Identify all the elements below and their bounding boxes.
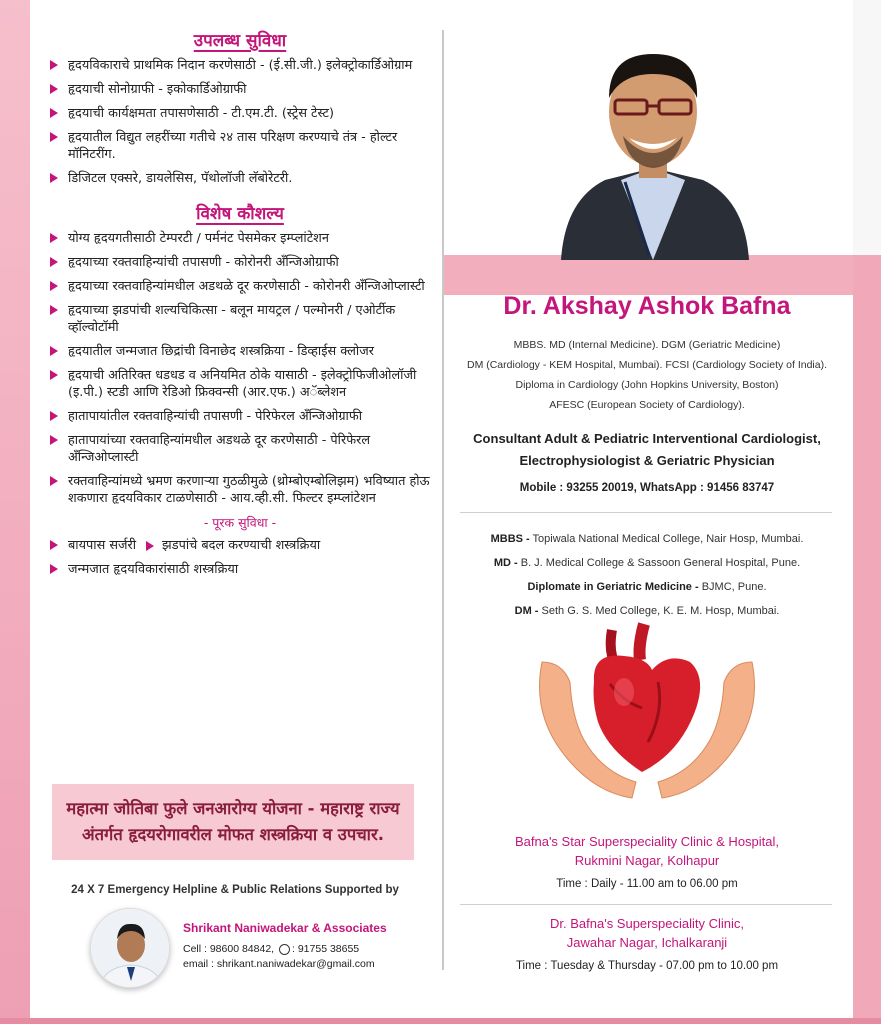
separator-line (460, 512, 832, 513)
education-list (452, 527, 842, 623)
list-item: डिजिटल एक्सरे, डायलेसिस, पॅथोलॉजी लॅबोरेटरी. (48, 170, 432, 187)
triangle-bullet-icon (50, 435, 58, 445)
banner-line-1: महात्मा जोतिबा फुले जनआरोग्य योजना - महाराष्ट्र राज्य (66, 799, 400, 818)
triangle-bullet-icon (50, 84, 58, 94)
services-list (48, 57, 432, 187)
skills-list (48, 230, 432, 507)
list-item: हातापायांच्या रक्तवाहिन्यांमधील अडथळे दूर करणेसाठी - पेरिफेरल अँन्जिओप्लास्टी (48, 432, 432, 466)
list-item: हातापायांतील रक्तवाहिन्यांची तपासणी - पेरिफेरल अँन्जिओग्राफी (48, 408, 432, 425)
triangle-bullet-icon (50, 257, 58, 267)
right-pink-band (443, 255, 853, 295)
extra-list (48, 537, 432, 578)
triangle-bullet-icon (50, 564, 58, 574)
associate-phones: Cell : 98600 84842, : 91755 38655 (183, 943, 360, 955)
triangle-bullet-icon (50, 370, 58, 380)
list-item: हृदयविकाराचे प्राथमिक निदान करणेसाठी - (ई.सी.जी.) इलेक्ट्रोकार्डिओग्राम (48, 57, 432, 74)
services-title: उपलब्ध सुविधा (193, 31, 287, 51)
list-item: बायपास सर्जरी झडपांचे बदल करण्याची शस्त्रक्रिया (48, 537, 432, 554)
triangle-bullet-icon (50, 281, 58, 291)
doctor-photo (553, 40, 753, 260)
list-item: योग्य हृदयगतीसाठी टेम्परटी / पर्मनंट पेसमेकर इम्प्लांटेशन (48, 230, 432, 247)
associate-name: Shrikant Naniwadekar & Associates (183, 921, 387, 935)
separator-line (460, 904, 832, 905)
list-item: हृदयाची सोनोग्राफी - इकोकार्डिओग्राफी (48, 81, 432, 98)
education-item: DM - Seth G. S. Med College, K. E. M. Hosp, Mumbai. (514, 605, 780, 617)
triangle-bullet-icon (50, 305, 58, 315)
education-item: Diplomate in Geriatric Medicine - BJMC, Pune. (527, 581, 767, 593)
education-item: MBBS - Topiwala National Medical College, Nair Hosp, Mumbai. (490, 533, 804, 545)
scheme-banner (52, 784, 414, 860)
ichalkaranji-timing: Time : Tuesday & Thursday - 07.00 pm to 10.00 pm (515, 960, 779, 972)
qualifications: MBBS. MD (Internal Medicine). DGM (Geriatric Medicine) DM (Cardiology - KEM Hospital, Mumbai). FCSI (Cardiology Society of India). Diploma in Cardiology (John Hopkins University, Boston) AFESC (European Society of Cardiology). (466, 339, 828, 411)
right-border-top (853, 0, 881, 255)
left-pink-border (0, 0, 30, 1024)
list-item: हृदयातील विद्युत लहरींच्या गतीचे २४ तास परिक्षण करण्याचे तंत्र - होल्टर मॉनिटरींग. (48, 129, 432, 163)
left-column (48, 28, 432, 585)
list-item: हृदयाची कार्यक्षमता तपासणेसाठी - टी.एम.टी. (स्ट्रेस टेस्ट) (48, 105, 432, 122)
contact-numbers: Mobile : 93255 20019, WhatsApp : 91456 83747 (519, 482, 775, 494)
triangle-bullet-icon (50, 173, 58, 183)
triangle-bullet-icon (50, 233, 58, 243)
designation: Consultant Adult & Pediatric Interventional Cardiologist, Electrophysiologist & Geriatric Physician (473, 431, 821, 468)
bottom-pink-band (0, 1018, 881, 1024)
list-item: हृदयाच्या रक्तवाहिन्यांमधील अडथळे दूर करणेसाठी - कोरोनरी अँन्जिओप्लास्टी (48, 278, 432, 295)
doctor-name: Dr. Akshay Ashok Bafna (503, 292, 791, 320)
list-item: रक्तवाहिन्यांमध्ये भ्रमण करणाऱ्या गुठळीमुळे (थ्रोम्बोएम्बोलिझम) भविष्यात होऊ शकणारा हृदयविकार टाळणेसाठी - आय.व्ही.सी. फिल्टर इम्प्लांटेशन (48, 473, 432, 507)
helpline-text: 24 X 7 Emergency Helpline & Public Relations Supported by (71, 884, 399, 896)
triangle-bullet-icon (146, 541, 154, 551)
list-item: हृदयाच्या रक्तवाहिन्यांची तपासणी - कोरोनरी अँन्जिओग्राफी (48, 254, 432, 271)
kolhapur-timing: Time : Daily - 11.00 am to 06.00 pm (556, 878, 738, 890)
associate-email: email : shrikant.naniwadekar@gmail.com (183, 958, 375, 970)
list-item: हृदयातील जन्मजात छिद्रांची विनाछेद शस्त्रक्रिया - डिव्हाईस क्लोजर (48, 343, 432, 360)
list-item: हृदयाच्या झडपांची शल्यचिकित्सा - बलून मायट्रल / पल्मोनरी / एओर्टीक व्हॉल्वोटॉमी (48, 302, 432, 336)
whatsapp-icon (279, 944, 290, 955)
list-item: जन्मजात हृदयविकारांसाठी शस्त्रक्रिया (48, 561, 432, 578)
column-divider (442, 30, 444, 970)
banner-line-2: अंतर्गत हृदयरोगावरील मोफत शस्त्रक्रिया व उपचार. (82, 825, 384, 844)
education-item: MD - B. J. Medical College & Sassoon General Hospital, Pune. (493, 557, 801, 569)
heart-in-hands-illustration (532, 622, 762, 802)
associate-info (183, 921, 387, 972)
triangle-bullet-icon (50, 476, 58, 486)
list-item: हृदयाची अतिरिक्त धडधड व अनियमित ठोके यासाठी - इलेक्ट्रोफिजीओलॉजी (इ.पी.) स्टडी आणि रेडिओ फ्रिक्वन्सी (आर.एफ.) अॅब्लेशन (48, 367, 432, 401)
clinic-kolhapur: Bafna's Star Superspeciality Clinic & Hospital, Rukmini Nagar, Kolhapur (514, 834, 780, 868)
clinic-ichalkaranji: Dr. Bafna's Superspeciality Clinic, Jawahar Nagar, Ichalkaranji (550, 916, 744, 950)
triangle-bullet-icon (50, 346, 58, 356)
associate-avatar (90, 908, 170, 988)
extra-facilities-title: - पूरक सुविधा - (203, 515, 277, 530)
triangle-bullet-icon (50, 132, 58, 142)
triangle-bullet-icon (50, 60, 58, 70)
triangle-bullet-icon (50, 108, 58, 118)
triangle-bullet-icon (50, 540, 58, 550)
skills-title: विशेष कौशल्य (196, 204, 284, 224)
triangle-bullet-icon (50, 411, 58, 421)
